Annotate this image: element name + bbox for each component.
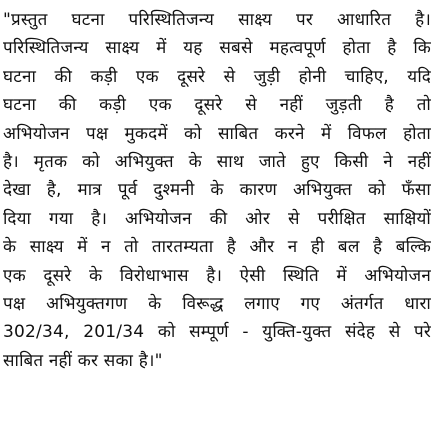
text-line-2: परिस्थितिजन्य साक्ष्य में यह सबसे महत्वपूर्ण होता है कि	[3, 38, 431, 59]
text-line-13: साबित नहीं कर सका है।"	[3, 350, 163, 371]
text-line-9: के साक्ष्य में न तो तारतम्यता है और न ही बल है बल्कि	[3, 237, 431, 258]
text-line-1: "प्रस्तुत घटना परिस्थितिजन्य साक्ष्य पर आधारित है।	[3, 10, 431, 30]
text-line-6: है। मृतक को अभियुक्त के साथ जाते हुए किसी ने नहीं	[3, 151, 431, 172]
text-line-12: 302/34, 201/34 को सम्पूर्ण - युक्ति-युक्त संदेह से परे	[3, 322, 431, 343]
text-line-11: पक्ष अभियुक्तगण के विरूद्ध लगाए गए अंतर्गत धारा	[3, 293, 431, 314]
text-line-7: देखा है, मात्र पूर्व दुश्मनी के कारण अभियुक्त को फँसा	[3, 180, 431, 201]
text-line-3: घटना की कड़ी एक दूसरे से जुड़ी होनी चाहिए, यदि	[3, 66, 431, 87]
text-line-5: अभियोजन पक्ष मुकदमें को साबित करने में विफल होता	[3, 123, 431, 144]
text-line-8: दिया गया है। अभियोजन की ओर से परीक्षित साक्षियों	[3, 208, 431, 229]
text-line-10: एक दूसरे के विरोधाभास है। ऐसी स्थिति में अभियोजन	[3, 265, 431, 286]
text-line-4: घटना की कड़ी एक दूसरे से नहीं जुड़ती है तो	[3, 95, 431, 116]
